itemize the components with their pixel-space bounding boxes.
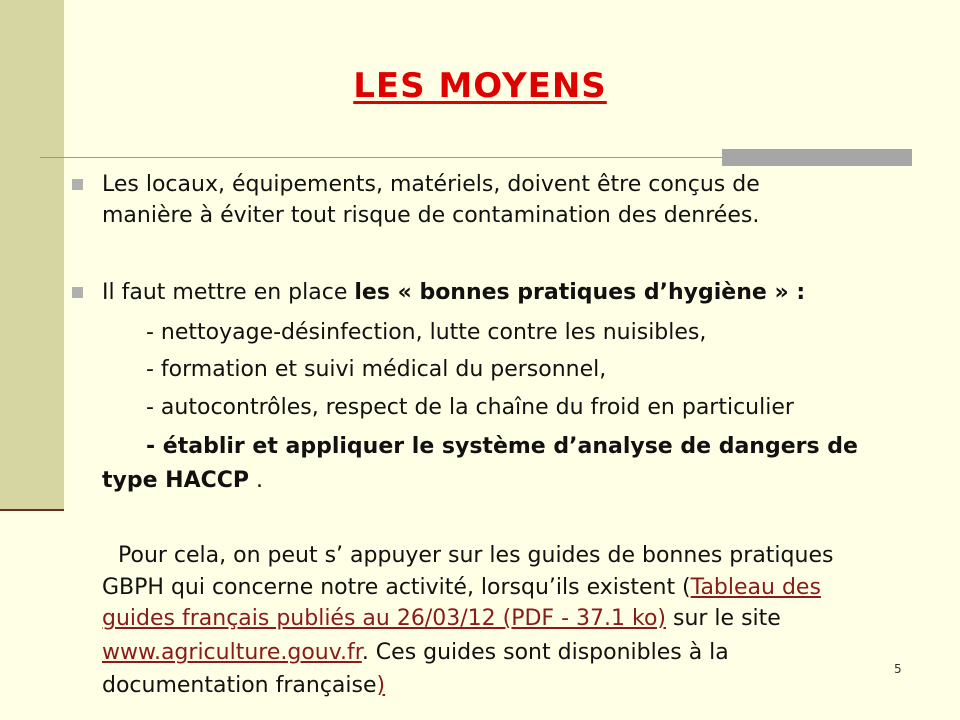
para-line-3 bbox=[102, 604, 781, 634]
page-number: 5 bbox=[894, 662, 902, 676]
guides-table-link-part-1[interactable]: Tableau des bbox=[690, 575, 821, 600]
para-line-2-text: GBPH qui concerne notre activité, lorsqu’ils existent ( bbox=[102, 575, 691, 600]
para-line-5 bbox=[102, 671, 385, 701]
sub-item-4-line-2 bbox=[102, 466, 263, 496]
bullet-2-intro-bold: les « bonnes pratiques d’hygiène » : bbox=[354, 280, 806, 305]
para-line-2 bbox=[102, 573, 821, 603]
slide-title: LES MOYENS bbox=[353, 66, 607, 106]
bullet-1-line-1: Les locaux, équipements, matériels, doivent être conçus de bbox=[102, 172, 760, 197]
agriculture-site-link[interactable]: www.agriculture.gouv.fr bbox=[102, 640, 362, 665]
haccp-tail: . bbox=[249, 468, 264, 493]
decorative-gray-bar bbox=[722, 149, 912, 166]
sub-item-1: - nettoyage-désinfection, lutte contre les nuisibles, bbox=[146, 320, 707, 345]
bullet-1-line-2: manière à éviter tout risque de contamination des denrées. bbox=[102, 203, 760, 228]
bullet-1-marker bbox=[72, 179, 83, 190]
sidebar-divider bbox=[0, 509, 64, 511]
closing-paren-link[interactable]: ) bbox=[376, 673, 386, 698]
para-line-1: Pour cela, on peut s’ appuyer sur les guides de bonnes pratiques bbox=[118, 543, 834, 568]
sub-item-3: - autocontrôles, respect de la chaîne du froid en particulier bbox=[146, 395, 794, 420]
sub-item-4-line-1: - établir et appliquer le système d’analyse de dangers de bbox=[146, 434, 858, 459]
guides-table-link-part-2[interactable]: guides français publiés au 26/03/12 (PDF - 37.1 ko) bbox=[102, 606, 666, 631]
bullet-2-intro: Il faut mettre en place bbox=[102, 280, 355, 305]
sub-item-2: - formation et suivi médical du personnel, bbox=[146, 357, 607, 382]
haccp-label: type HACCP bbox=[102, 468, 250, 493]
para-line-4-tail: . Ces guides sont disponibles à la bbox=[361, 640, 729, 665]
bullet-2-marker bbox=[72, 287, 83, 298]
para-line-3-tail: sur le site bbox=[666, 606, 781, 631]
para-line-4 bbox=[102, 638, 729, 668]
para-line-5-text: documentation française bbox=[102, 673, 377, 698]
bullet-2-line bbox=[102, 278, 805, 308]
